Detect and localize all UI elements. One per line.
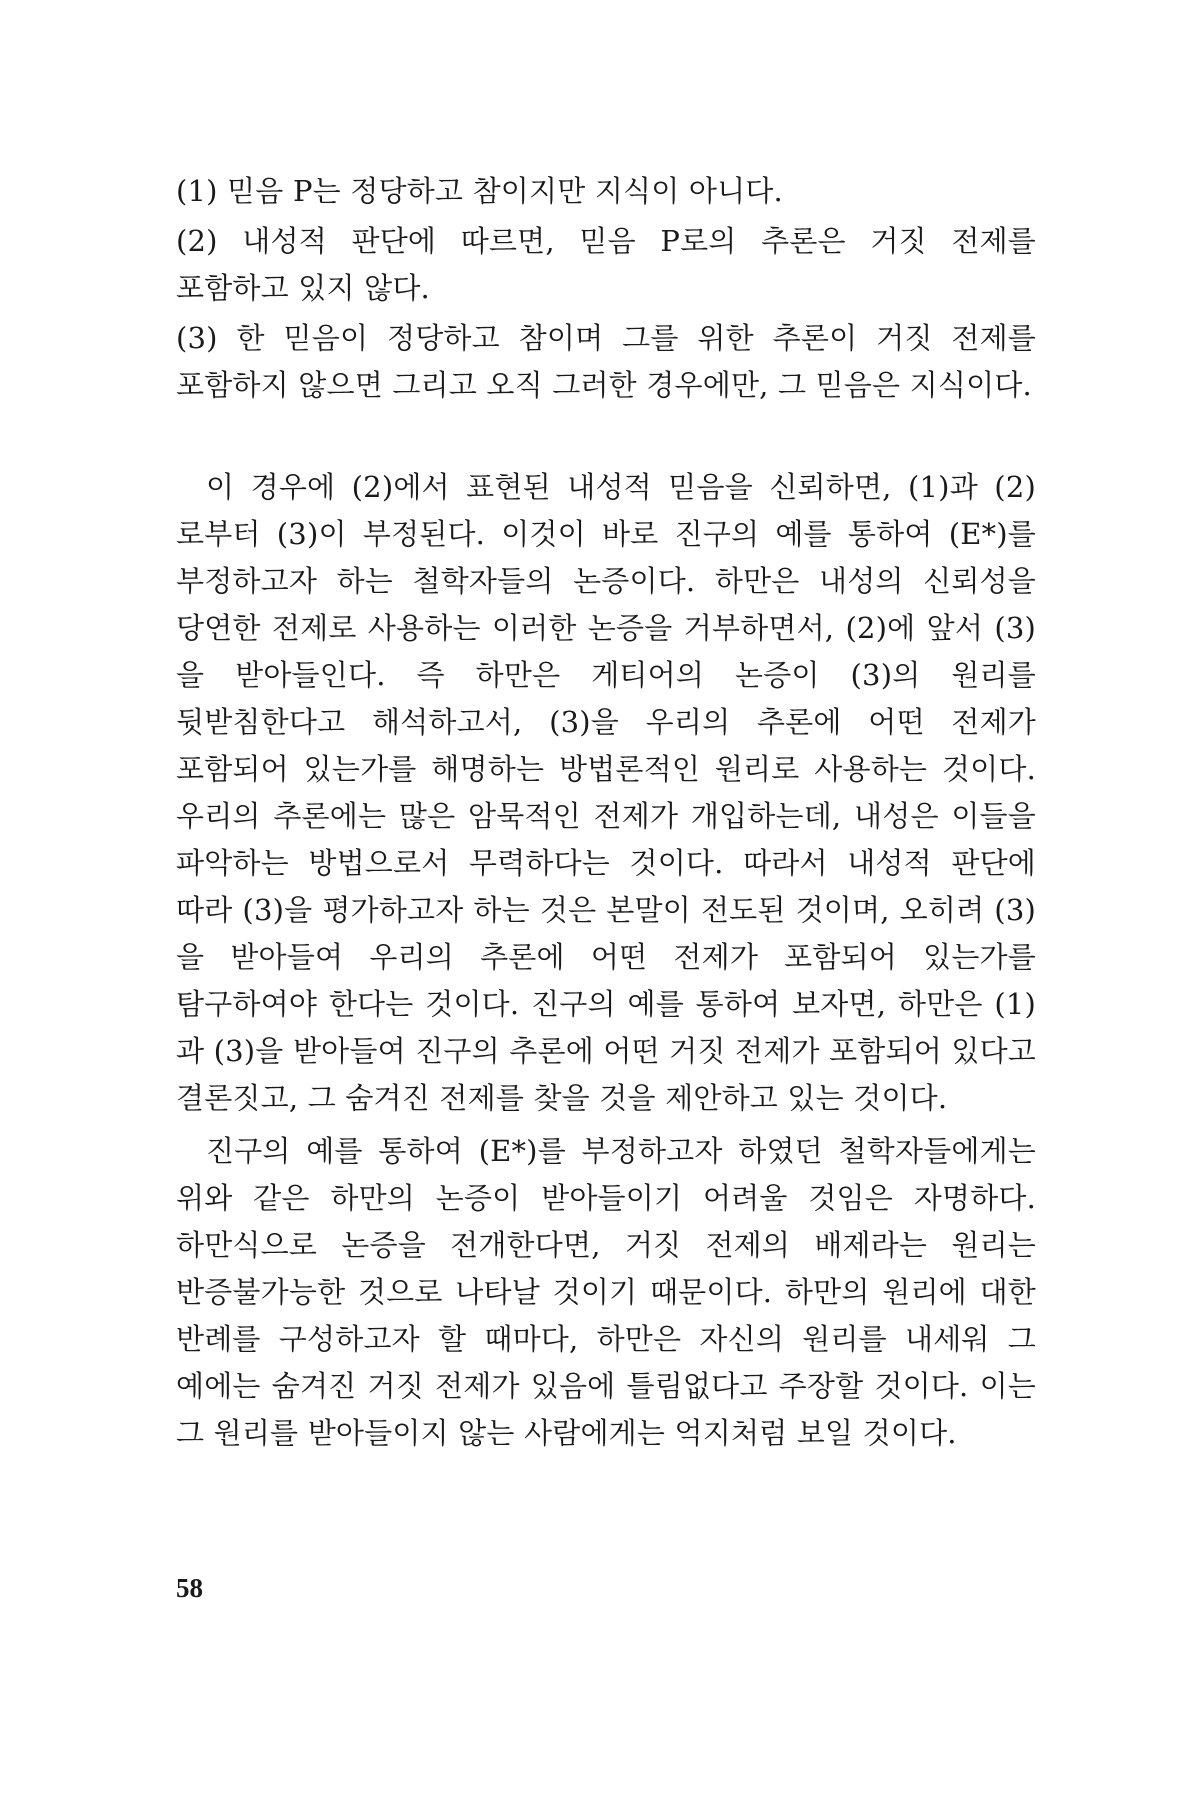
premise-1: (1) 믿음 P는 정당하고 참이지만 지식이 아니다. (176, 174, 783, 208)
premise-2: (2) 내성적 판단에 따르면, 믿음 P로의 추론은 거짓 전제를 포함하고 있지 않다. (176, 224, 1036, 305)
premise-3: (3) 한 믿음이 정당하고 참이며 그를 위한 추론이 거짓 전제를 포함하지 않으면 그리고 오직 그러한 경우에만, 그 믿음은 지식이다. (176, 321, 1036, 402)
paragraph-1: 이 경우에 (2)에서 표현된 내성적 믿음을 신뢰하면, (1)과 (2)로부터 (3)이 부정된다. 이것이 바로 진구의 예를 통하여 (E*)를 부정하고자 하는 철학자들의 논증이다. 하만은 내성의 신뢰성을 당연한 전제로 사용하는 이러한 논증을 거부하면서, (2)에 앞서 (3)을 받아들인다. 즉 하만은 게티어의 논증이 (3)의 원리를 뒷받침한다고 해석하고서, (3)을 우리의 추론에 어떤 전제가 포함되어 있는가를 해명하는 방법론적인 원리로 사용하는 것이다. 우리의 추론에는 많은 암묵적인 전제가 개입하는데, 내성은 이들을 파악하는 방법으로서 무력하다는 것이다. 따라서 내성적 판단에 따라 (3)을 평가하고자 하는 것은 본말이 전도된 것이며, 오히려 (3)을 받아들여 우리의 추론에 어떤 전제가 포함되어 있는가를 탐구하여야 한다는 것이다. 진구의 예를 통하여 보자면, 하만은 (1)과 (3)을 받아들여 진구의 추론에 어떤 거짓 전제가 포함되어 있다고 결론짓고, 그 숨겨진 전제를 찾을 것을 제안하고 있는 것이다. (176, 470, 1037, 1115)
premise-list (176, 168, 1036, 412)
page-number: 58 (176, 1573, 203, 1603)
paragraph-2: 진구의 예를 통하여 (E*)를 부정하고자 하였던 철학자들에게는 위와 같은 하만의 논증이 받아들이기 어려울 것임은 자명하다. 하만식으로 논증을 전개한다면, 거짓 전제의 배제라는 원리는 반증불가능한 것으로 나타날 것이기 때문이다. 하만의 원리에 대한 반례를 구성하고자 할 때마다, 하만은 자신의 원리를 내세워 그 예에는 숨겨진 거짓 전제가 있음에 틀림없다고 주장할 것이다. 이는 그 원리를 받아들이지 않는 사람에게는 억지처럼 보일 것이다. (176, 1134, 1036, 1450)
body-text (176, 464, 1036, 1463)
